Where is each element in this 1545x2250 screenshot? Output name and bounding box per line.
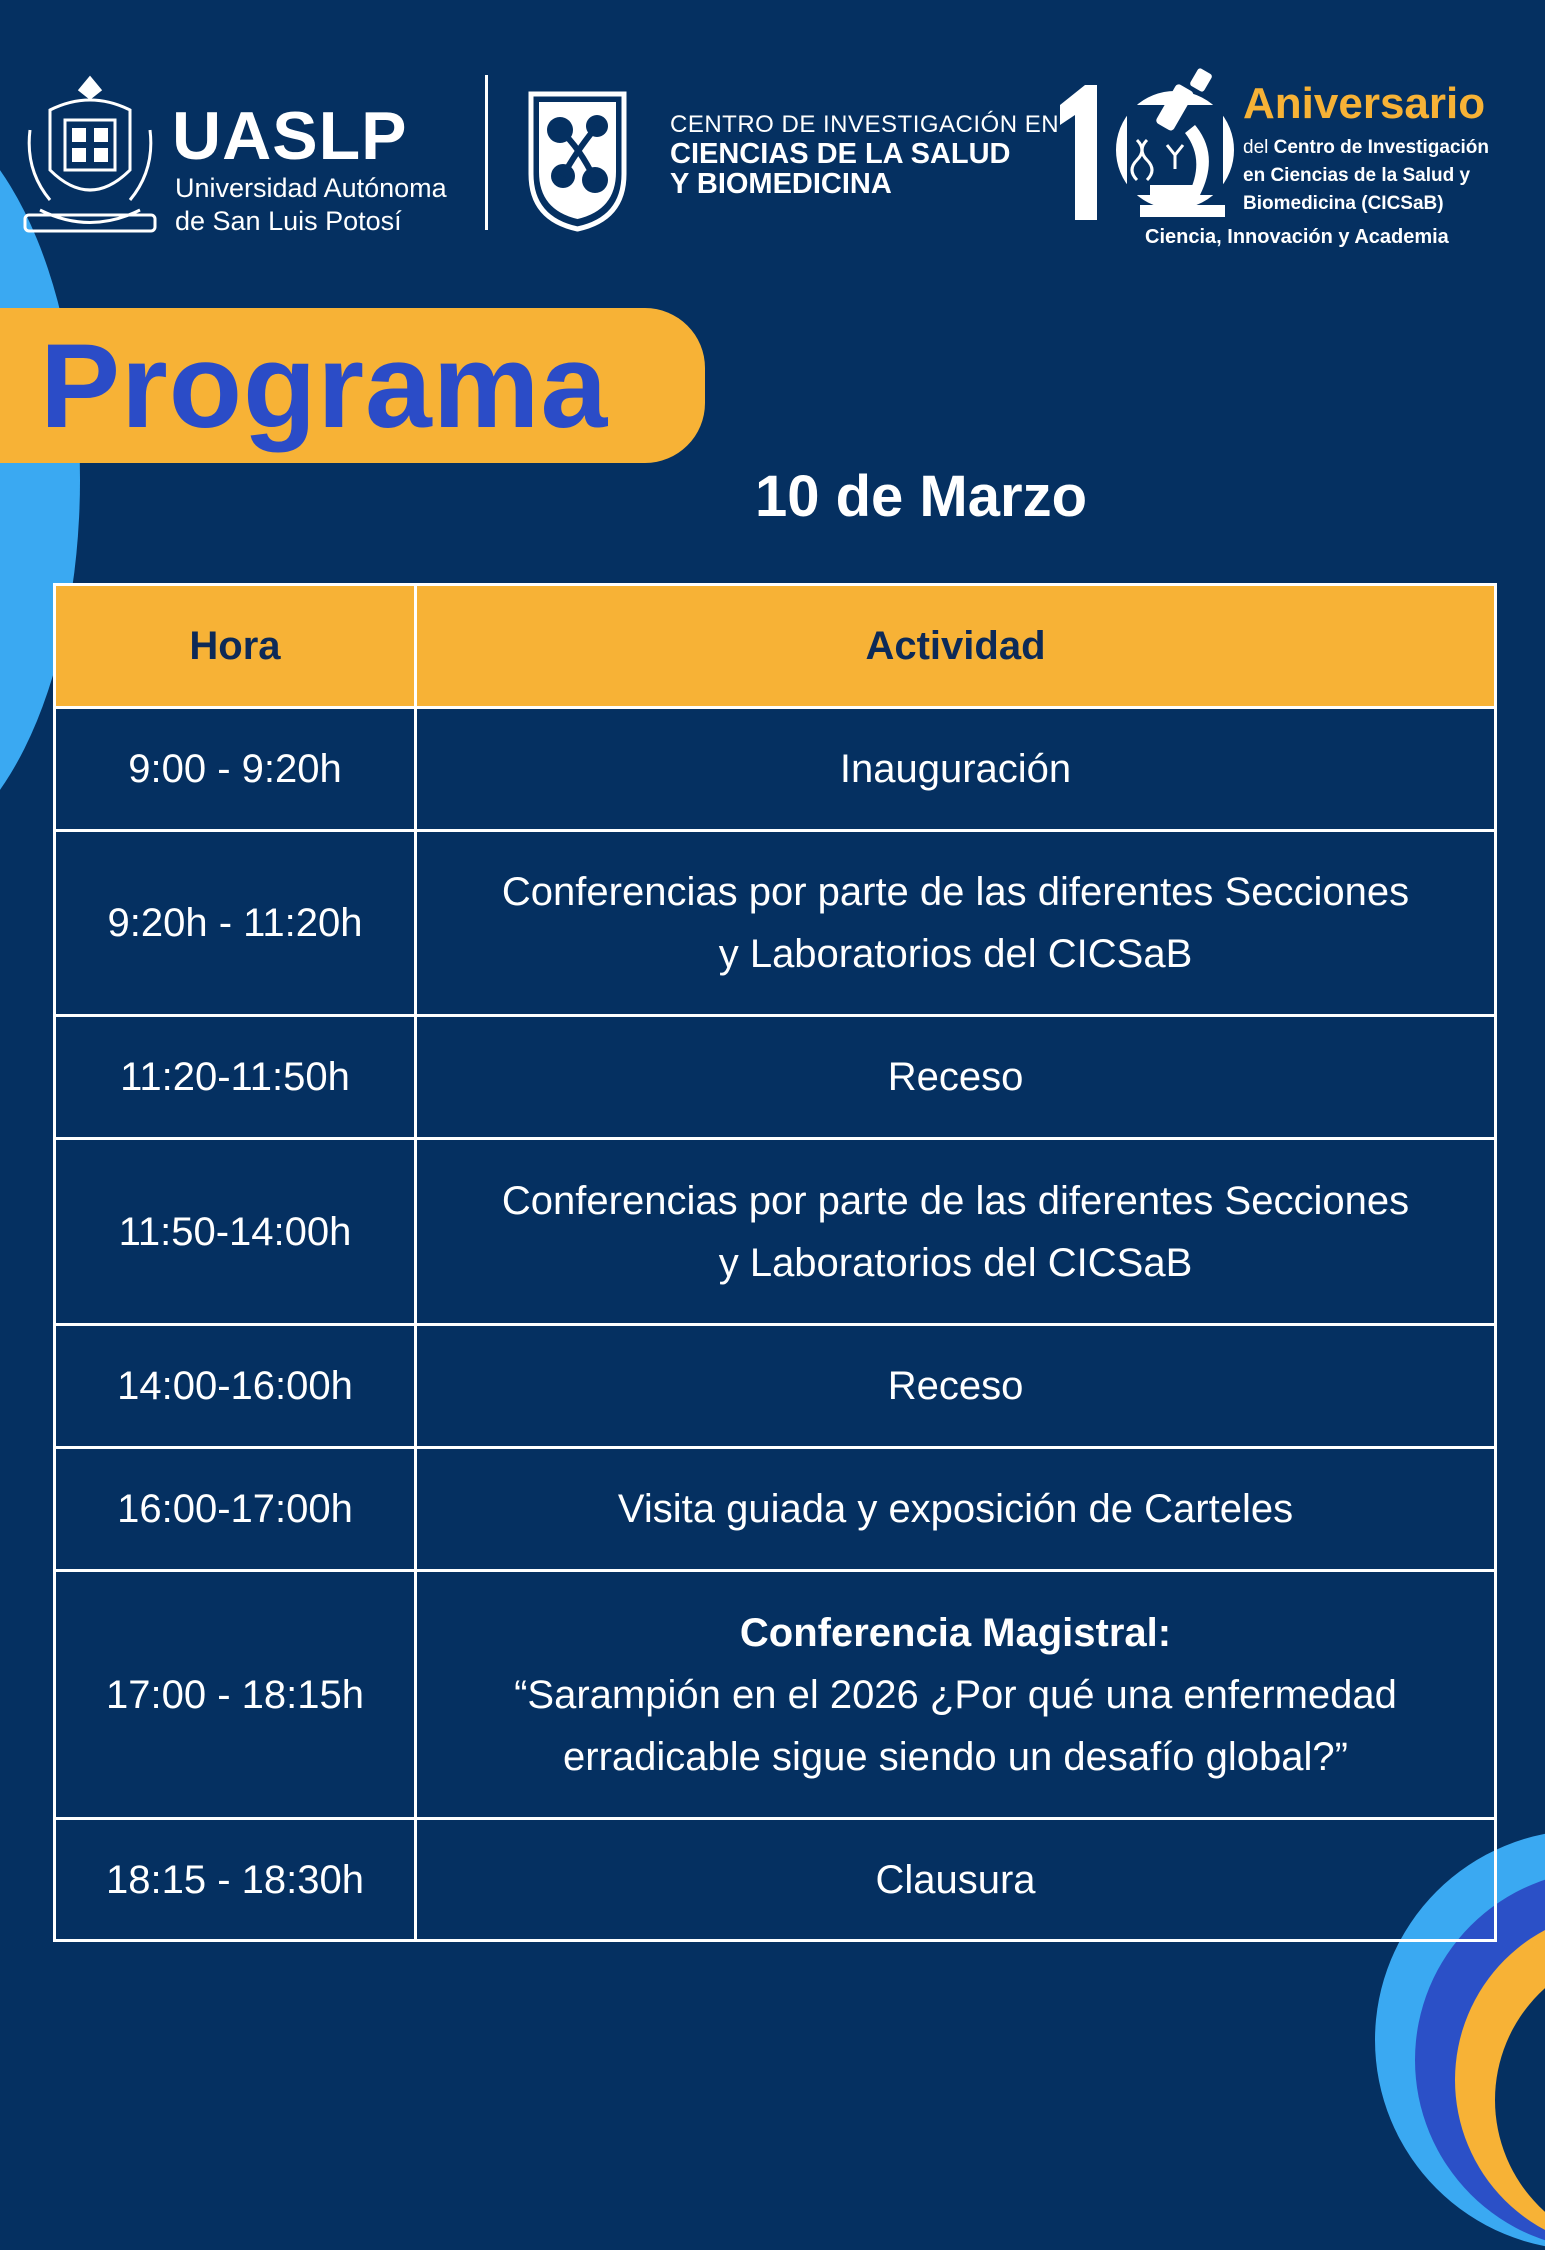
anniversary-line-1-text: Centro de Investigación xyxy=(1273,137,1490,158)
column-header-actividad: Actividad xyxy=(416,585,1496,708)
uaslp-subtitle-1: Universidad Autónoma xyxy=(175,173,447,203)
cicsab-line-1: CENTRO DE INVESTIGACIÓN EN xyxy=(670,111,1060,138)
activity-cell: Receso xyxy=(416,1016,1496,1139)
time-cell: 9:20h - 11:20h xyxy=(55,831,416,1016)
cicsab-line-3: Y BIOMEDICINA xyxy=(670,168,892,200)
activity-cell xyxy=(416,1139,1496,1325)
page-title: Programa xyxy=(40,319,609,453)
time-cell: 18:15 - 18:30h xyxy=(55,1819,416,1941)
activity-cell: Inauguración xyxy=(416,708,1496,831)
uaslp-name: UASLP xyxy=(172,98,408,174)
time-cell: 14:00-16:00h xyxy=(55,1325,416,1448)
time-cell: 16:00-17:00h xyxy=(55,1448,416,1571)
activity-cell: Clausura xyxy=(416,1819,1496,1941)
activity-heading: Conferencia Magistral: xyxy=(739,1610,1172,1655)
table-row xyxy=(55,1571,1496,1819)
table-row xyxy=(55,831,1496,1016)
time-cell: 11:20-11:50h xyxy=(55,1016,416,1139)
anniversary-tagline: Ciencia, Innovación y Academia xyxy=(1145,226,1449,248)
activity-line-1: “Sarampión en el 2026 ¿Por qué una enfermedad xyxy=(514,1672,1397,1717)
header-divider xyxy=(485,75,488,230)
program-date: 10 de Marzo xyxy=(755,464,1087,529)
table-header-row xyxy=(55,585,1496,708)
time-cell: 17:00 - 18:15h xyxy=(55,1571,416,1819)
activity-line-2: erradicable sigue siendo un desafío global?” xyxy=(563,1734,1348,1779)
uaslp-seal-icon xyxy=(20,70,160,240)
anniversary-line-3: Biomedicina (CICSaB) xyxy=(1243,193,1444,214)
cicsab-line-2: CIENCIAS DE LA SALUD xyxy=(670,138,1011,170)
activity-line-2: y Laboratorios del CICSaB xyxy=(718,1240,1193,1285)
table-row xyxy=(55,1448,1496,1571)
activity-cell xyxy=(416,1571,1496,1819)
anniversary-title: Aniversario xyxy=(1243,79,1486,128)
activity-line-1: Conferencias por parte de las diferentes Secciones xyxy=(501,1178,1410,1223)
table-row xyxy=(55,1139,1496,1325)
activity-line-1: Conferencias por parte de las diferentes Secciones xyxy=(501,870,1410,914)
anniversary-line-1-prefix: del xyxy=(1243,137,1269,158)
header xyxy=(0,60,1545,260)
time-cell: 9:00 - 9:20h xyxy=(55,708,416,831)
activity-cell xyxy=(416,831,1496,1016)
table-row xyxy=(55,1819,1496,1941)
time-cell: 11:50-14:00h xyxy=(55,1139,416,1325)
table-row xyxy=(55,1325,1496,1448)
activity-cell: Receso xyxy=(416,1325,1496,1448)
schedule-table xyxy=(53,583,1497,1942)
microscope-anniversary-icon xyxy=(1055,65,1240,225)
activity-line-2: y Laboratorios del CICSaB xyxy=(718,932,1193,976)
activity-cell: Visita guiada y exposición de Carteles xyxy=(416,1448,1496,1571)
table-row xyxy=(55,708,1496,831)
anniversary-line-1 xyxy=(1243,138,1489,157)
table-row xyxy=(55,1016,1496,1139)
column-header-hora: Hora xyxy=(55,585,416,708)
cicsab-shield-icon xyxy=(525,88,630,233)
uaslp-subtitle-2: de San Luis Potosí xyxy=(175,206,402,236)
anniversary-line-2: en Ciencias de la Salud y xyxy=(1243,165,1471,186)
